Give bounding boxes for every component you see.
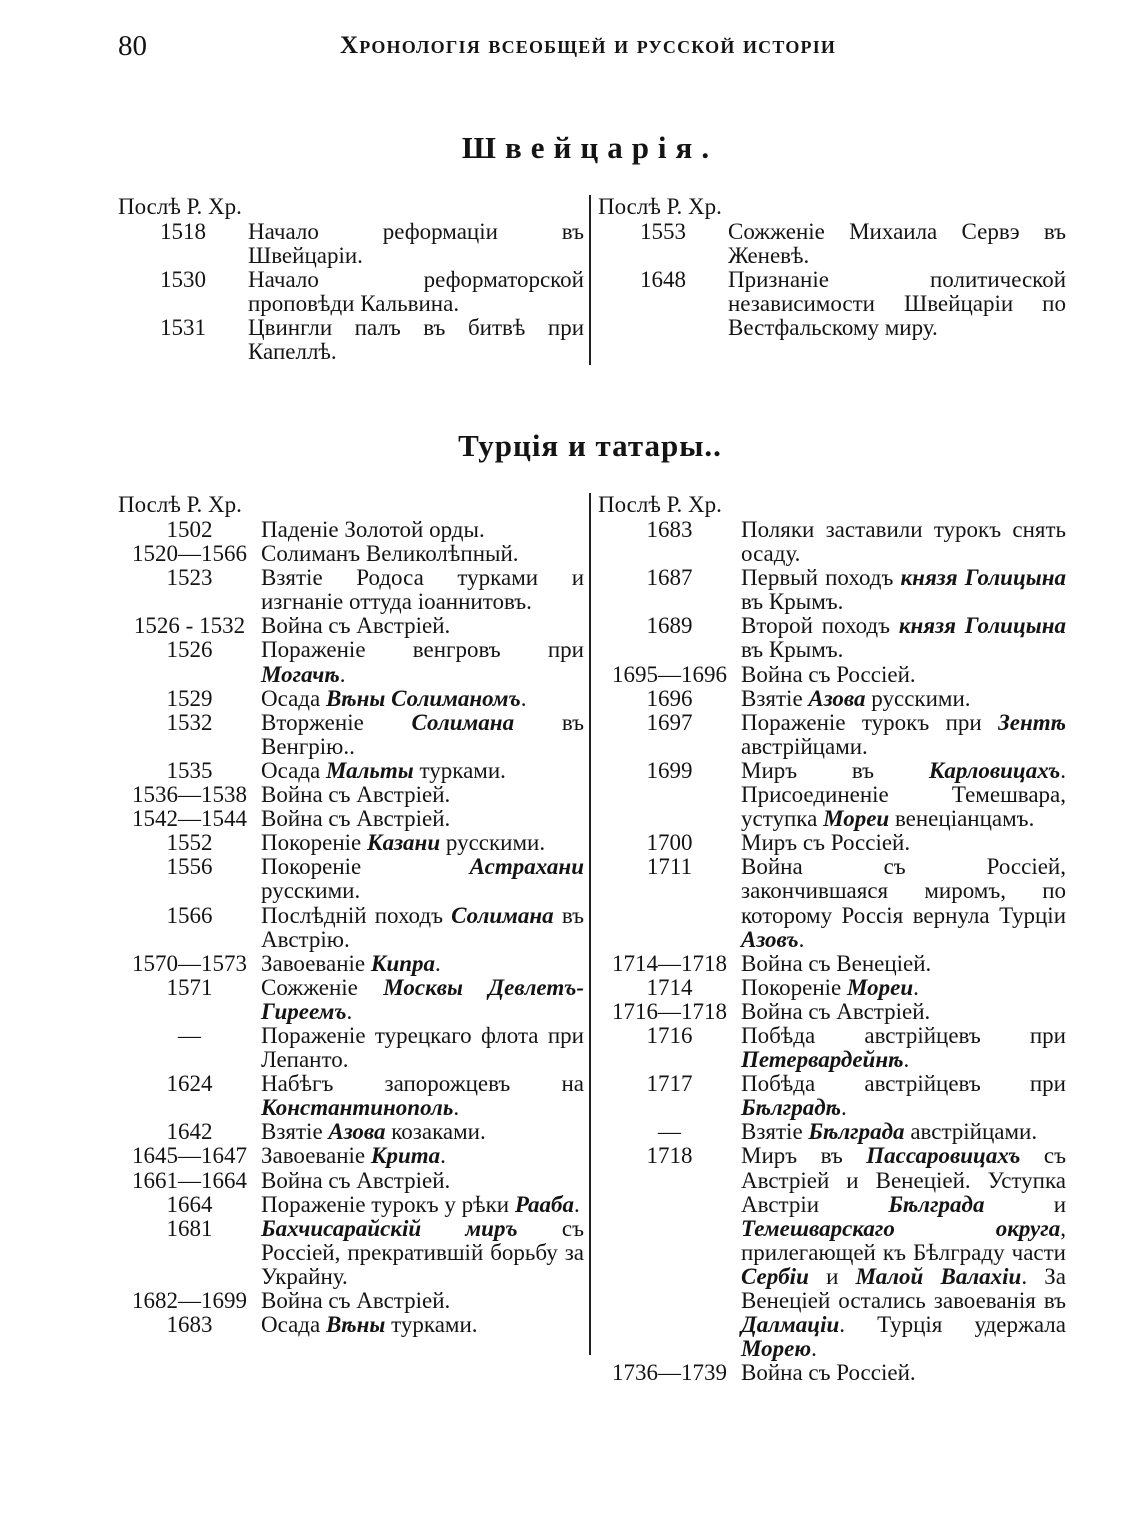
entry-date: 1553	[640, 219, 686, 244]
chronology-entry	[118, 759, 584, 783]
entry-text: Покореніе Казани русскими.	[261, 830, 546, 856]
era-label: Послѣ Р. Хр.	[598, 492, 722, 517]
chronology-entry	[598, 663, 1066, 687]
chronology-entry	[118, 518, 584, 542]
column-divider	[589, 493, 591, 1355]
section-title-turkey: Турція и татары..	[458, 428, 722, 463]
entry-text: Война съ Австріей.	[261, 1288, 451, 1313]
entry-date: 1695—1696	[612, 661, 727, 687]
chronology-entry	[118, 1144, 584, 1168]
entry-date: 1556	[166, 854, 213, 880]
entry-text: Начало реформаторской проповѣди Кальвина.	[248, 267, 584, 317]
entry-date: 1711	[646, 854, 693, 880]
chronology-entry	[118, 807, 584, 831]
entry-date: 1664	[166, 1191, 213, 1217]
chronology-entry	[598, 855, 1066, 951]
entry-date: 1714—1718	[612, 950, 727, 976]
entry-date: 1661—1664	[132, 1167, 247, 1193]
entry-text: Война съ Венеціей.	[741, 950, 932, 976]
entry-date: 1736—1739	[612, 1360, 727, 1386]
chronology-entry	[118, 1072, 584, 1120]
entry-text: Война съ Австріей.	[261, 613, 451, 639]
entry-date: —	[658, 1119, 681, 1145]
entry-date: 1526	[166, 637, 213, 663]
entry-date: 1645—1647	[132, 1143, 247, 1169]
chronology-entry	[118, 1313, 584, 1337]
entry-text: Покореніе Астрахани русскими.	[261, 854, 584, 904]
entry-date: 1699	[646, 757, 693, 783]
entry-date: 1700	[646, 830, 693, 856]
chronology-entry	[118, 976, 584, 1024]
chronology-entry	[118, 855, 584, 903]
chronology-entry	[118, 316, 584, 364]
entry-text: Сожженіе Михаила Сервэ въ Женевѣ.	[728, 219, 1066, 269]
entry-text: Взятіе Бѣлграда австрійцами.	[741, 1119, 1038, 1145]
entry-date: 1716—1718	[612, 998, 727, 1024]
entry-text: Осада Вѣны Солиманомъ.	[261, 685, 527, 711]
turkey-right-column	[598, 493, 1066, 1385]
chronology-entry	[118, 220, 584, 268]
entry-text: Побѣда австрійцевъ при Петервардейнѣ.	[741, 1022, 1066, 1073]
chronology-entry	[598, 759, 1066, 831]
entry-date: 1624	[166, 1071, 213, 1097]
entry-text: Послѣдній походъ Солимана въ Австрію.	[261, 902, 585, 952]
chronology-entry	[118, 566, 584, 614]
chronology-entry	[118, 1024, 584, 1072]
chronology-entry	[118, 1169, 584, 1193]
era-label: Послѣ Р. Хр.	[118, 194, 242, 219]
entry-text: Взятіе Родоса турками и изгнаніе оттуда іоаннитовъ.	[261, 565, 584, 615]
entry-date: 1566	[166, 902, 213, 928]
chronology-entry	[598, 1120, 1066, 1144]
chronology-entry	[118, 831, 584, 855]
entry-text: Миръ въ Пассаровицахъ съ Австріей и Венеціей. Уступка Австріи Бѣлграда и Темешварскаго округа, прилегающей къ Бѣлграду части Сербіи и Малой Валахіи. За Венеціей остались завоеванія въ Далмаціи. Турція удержала Морею.	[741, 1143, 1067, 1362]
entry-text: Солиманъ Великолѣпный.	[261, 541, 519, 567]
entry-text: Пораженіе турецкаго флота при Лепанто.	[261, 1022, 584, 1073]
page-header	[118, 30, 1068, 70]
entry-date: 1687	[646, 565, 693, 591]
entry-text: Взятіе Азова козаками.	[261, 1119, 486, 1145]
entry-text: Миръ въ Карловицахъ. Присоединеніе Темешвара, уступка Мореи венеціанцамъ.	[741, 757, 1066, 832]
chronology-entry	[598, 1000, 1066, 1024]
turkey-left-column	[118, 493, 584, 1337]
entry-text: Набѣгъ запорожцевъ на Константинополь.	[261, 1071, 584, 1121]
chronology-entry	[118, 783, 584, 807]
entry-text: Война съ Россіей.	[741, 661, 916, 687]
chronology-entry	[118, 638, 584, 686]
chronology-entry	[598, 711, 1066, 759]
entry-text: Пораженіе турокъ при Зентѣ австрійцами.	[741, 709, 1066, 759]
entry-text: Второй походъ князя Голицына въ Крымъ.	[741, 613, 1066, 663]
chronology-entry	[598, 976, 1066, 1000]
chronology-entry	[598, 1024, 1066, 1072]
chronology-entry	[118, 542, 584, 566]
chronology-entry	[118, 687, 584, 711]
entry-text: Начало реформаціи въ Швейцаріи.	[248, 219, 584, 269]
column-divider	[589, 195, 591, 365]
entry-text: Война съ Австріей.	[741, 998, 931, 1024]
entry-text: Завоеваніе Крита.	[261, 1143, 446, 1169]
entry-date: 1717	[646, 1071, 693, 1097]
chronology-entry	[118, 904, 584, 952]
entry-date: 1718	[646, 1143, 693, 1169]
section-title-switzerland: Швейцарія.	[461, 130, 719, 165]
entry-date: 1716	[646, 1022, 693, 1048]
entry-date: 1526 - 1532	[133, 613, 246, 639]
entry-text: Вторженіе Солимана въ Венгрію..	[261, 709, 584, 759]
entry-date: 1529	[166, 685, 213, 711]
era-label: Послѣ Р. Хр.	[118, 492, 242, 517]
chronology-entry	[598, 268, 1066, 340]
entry-date: 1683	[646, 517, 693, 542]
entry-text: Взятіе Азова русскими.	[741, 685, 971, 711]
entry-text: Война съ Россіей.	[741, 1360, 916, 1386]
switzerland-right-column	[598, 195, 1066, 340]
entry-date: 1535	[166, 757, 213, 783]
chronology-entry	[118, 1193, 584, 1217]
entry-date: 1683	[166, 1312, 213, 1338]
entry-date: 1520—1566	[132, 541, 247, 567]
entry-text: Покореніе Мореи.	[741, 974, 919, 1000]
entry-text: Паденіе Золотой орды.	[261, 517, 485, 542]
entry-text: Сожженіе Москвы Девлетъ-Гиреемъ.	[261, 974, 584, 1024]
entry-date: —	[178, 1022, 201, 1048]
entry-date: 1681	[166, 1215, 213, 1241]
chronology-entry	[598, 614, 1066, 662]
chronology-entry	[598, 220, 1066, 268]
entry-date: 1502	[166, 517, 213, 542]
entry-text: Война съ Россіей, закончившаяся миромъ, по которому Россія вернула Турціи Азовъ.	[741, 854, 1066, 952]
entry-text: Война съ Австріей.	[261, 782, 451, 808]
era-label: Послѣ Р. Хр.	[598, 194, 722, 219]
chronology-entry	[118, 1217, 584, 1289]
entry-text: Война съ Австріей.	[261, 1167, 451, 1193]
chronology-entry	[118, 1289, 584, 1313]
chronology-entry	[598, 952, 1066, 976]
chronology-entry	[118, 1120, 584, 1144]
entry-date: 1714	[646, 974, 693, 1000]
entry-date: 1682—1699	[132, 1288, 247, 1313]
chronology-entry	[118, 268, 584, 316]
entry-text: Побѣда австрійцевъ при Бѣлградѣ.	[741, 1071, 1066, 1121]
entry-date: 1697	[646, 709, 693, 735]
entry-date: 1536—1538	[132, 782, 247, 808]
entry-text: Война съ Австріей.	[261, 806, 451, 832]
entry-date: 1530	[160, 267, 206, 293]
entry-date: 1532	[166, 709, 213, 735]
entry-text: Бахчисарайскій миръ съ Россіей, прекратившій борьбу за Украйну.	[261, 1215, 584, 1289]
chronology-entry	[598, 1144, 1066, 1361]
entry-date: 1542—1544	[132, 806, 247, 832]
entry-text: Осада Мальты турками.	[261, 757, 506, 783]
entry-date: 1689	[646, 613, 693, 639]
switzerland-left-column	[118, 195, 584, 365]
entry-date: 1571	[166, 974, 213, 1000]
entry-date: 1642	[166, 1119, 213, 1145]
entry-date: 1552	[166, 830, 213, 856]
chronology-entry	[118, 711, 584, 759]
entry-date: 1518	[160, 219, 206, 244]
entry-text: Первый походъ князя Голицына въ Крымъ.	[741, 565, 1066, 615]
entry-text: Поляки заставили турокъ снять осаду.	[741, 517, 1066, 567]
chronology-entry	[118, 952, 584, 976]
entry-text: Миръ съ Россіей.	[741, 830, 911, 856]
entry-text: Осада Вѣны турками.	[261, 1312, 478, 1338]
entry-text: Пораженіе турокъ у рѣки Рааба.	[261, 1191, 580, 1217]
entry-text: Пораженіе венгровъ при Могачѣ.	[261, 637, 584, 687]
page-number: 80	[118, 30, 147, 62]
entry-date: 1523	[166, 565, 213, 591]
chronology-entry	[598, 1361, 1066, 1385]
chronology-entry	[598, 566, 1066, 614]
chronology-entry	[598, 1072, 1066, 1120]
entry-date: 1570—1573	[132, 950, 247, 976]
chronology-entry	[598, 831, 1066, 855]
entry-date: 1648	[640, 267, 686, 293]
chronology-entry	[598, 518, 1066, 566]
entry-text: Завоеваніе Кипра.	[261, 950, 441, 976]
chronology-entry	[598, 687, 1066, 711]
entry-date: 1531	[160, 315, 206, 341]
entry-text: Цвингли палъ въ битвѣ при Капеллѣ.	[248, 315, 584, 365]
chronology-entry	[118, 614, 584, 638]
entry-text: Признаніе политической независимости Швейцаріи по Вестфальскому миру.	[728, 267, 1066, 341]
running-title: Хронологія всеобщей и русской исторіи	[340, 32, 837, 59]
entry-date: 1696	[646, 685, 693, 711]
